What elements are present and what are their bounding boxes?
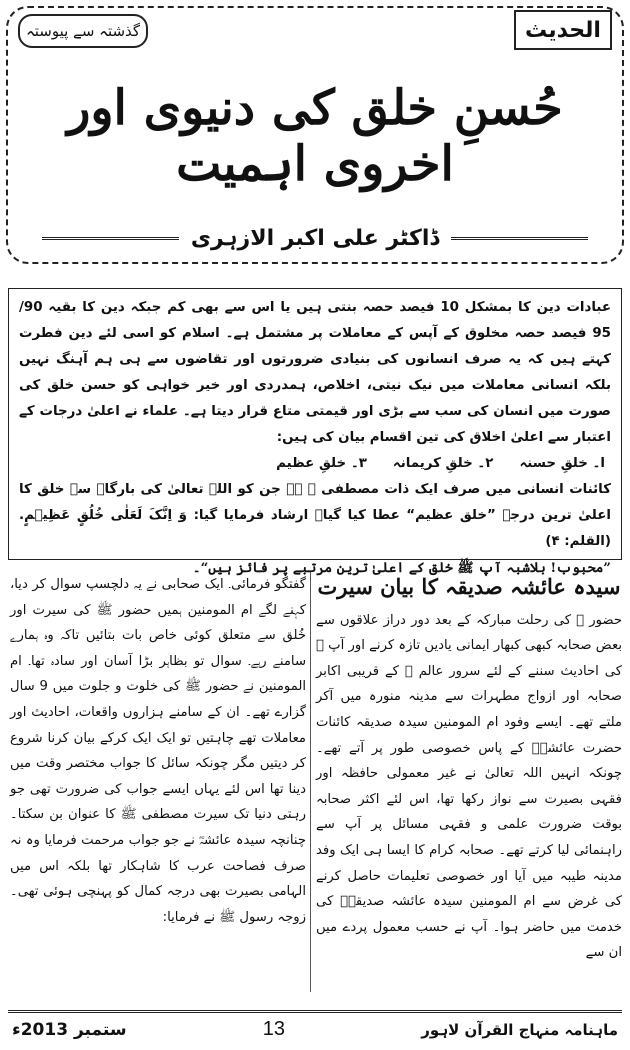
author-name: ڈاکٹر علی اکبر الازہری bbox=[190, 225, 440, 251]
left-column bbox=[10, 572, 306, 994]
section-tag: الحدیث bbox=[514, 10, 612, 50]
issue-date: ستمبر 2013ء bbox=[12, 1019, 127, 1040]
page-footer bbox=[8, 1010, 622, 1046]
author-rule-right bbox=[451, 237, 588, 240]
journal-name: ماہنامہ منہاج القرآن لاہور bbox=[421, 1020, 618, 1039]
character-types bbox=[19, 451, 611, 477]
intro-box bbox=[8, 288, 622, 576]
type-item: ا۔ خلقِ حسنہ bbox=[519, 456, 605, 471]
intro-paragraph: عبادات دین کا بمشکل 10 فیصد حصہ بنتی ہیں یا اس سے بھی کم جبکہ دین کا بقیہ 90/ 95 فیصد حصہ مخلوق کے آپس کے معاملات پر مشتمل ہے۔ اسلام کو اسی لئے دین فطرت کہتے ہیں کہ یہ صرف انسانوں کی بنیادی ضرورتوں اور تقاضوں سے ہی ہم آہنگ نہیں بلکہ انسانی معاملات میں نیک نیتی، اخلاص، ہمدردی اور خیر خواہی کو حسن خلق کی صورت میں انسان کی سب سے بڑی اور قیمتی متاع قرار دیتا ہے۔ علماء نے اعلیٰ درجات کے اعتبار سے اعلیٰ اخلاق کی تین اقسام بیان کی ہیں: bbox=[19, 300, 612, 445]
left-column-text: گفتگو فرمائی۔ ایک صحابی نے یہ دلچسپ سوال کر دیا، کہنے لگے ام المومنین ہمیں حضور ﷺ کی سیرت اور خُلق سے متعلق کوئی خاص بات بتائیں تاکہ وہ ہمارے سامنے رہے۔ سوال تو بظاہر بڑا آسان اور سادہ تھا۔ ام المومنین نے حضور ﷺ کی خلوت و جلوت میں 9 سال گزارے تھے۔ ان کے سامنے ہزاروں واقعات، احادیث اور معاملات تھے چاہتیں تو ایک ایک کرکے بیان کرنا شروع کر دیتیں مگر چونکہ سائل کا جواب مختصر وقت میں دینا تھا اس لئے یہاں ایسے جواب کی ضرورت تھی جو رہتی دنیا تک سیرت مصطفی ﷺ کا عنوان بن سکتا۔ چنانچہ سیدہ عائشہؓ نے جو جواب مرحمت فرمایا وہ نہ صرف فصاحت عرب کا شاہکار تھا بلکہ اس میں الہامی بصیرت بھی درجہ کمال کو پہنچی ہوئی تھی۔ زوجہ رسول ﷺ نے فرمایا: bbox=[10, 577, 307, 925]
type-item: ۳۔ خلقِ عظیم bbox=[276, 456, 367, 471]
article-title: حُسنِ خلق کی دنیوی اور اخروی اہمیت bbox=[67, 80, 563, 192]
continued-label: گذشتہ سے پیوستہ bbox=[18, 14, 148, 48]
type-item: ۲۔ خلقِ کریمانہ bbox=[392, 456, 494, 471]
section-heading: سیدہ عائشہ صدیقہ کا بیان سیرت bbox=[317, 574, 621, 599]
author-rule-left bbox=[42, 237, 179, 240]
right-column-text: حضور ﷺ کی رحلت مبارکہ کے بعد دور دراز علاقوں سے بعض صحابہ کبھی کبھار ایمانی یادیں تازہ کرنے اور آپ ﷺ کی احادیث سننے کے لئے سرور عالم ﷺ کے قریبی اکابر صحابہ اور ازواج مطہرات سے مدینہ منورہ میں آکر ملتے تھے۔ ایسے وفود ام المومنین سیدہ صدیقہ کائنات حضرت عائشہؓ کے پاس خصوصی طور پر آتے تھے۔ چونکہ انہیں اللہ تعالیٰ نے غیر معمولی حافظہ اور فقہی بصیرت سے نواز رکھا تھا، اس لئے اکثر صحابہ بوقت ضرورت علمی و فقہی مسائل پر آپ سے راہنمائی لیا کرتے تھے۔ صحابہ کرام کا ایسا ہی ایک وفد مدینہ طیبہ میں آیا اور خصوصی تعلیمات حاصل کرنے کی غرض سے ام المومنین سیدہ عائشہ صدیقہؓ کی خدمت میں حاضر ہوا۔ آپ نے حسب معمول پردے میں ان سے bbox=[316, 612, 622, 961]
author-row bbox=[30, 220, 600, 256]
page-number: 13 bbox=[262, 1018, 286, 1040]
column-divider bbox=[310, 572, 311, 992]
intro-paragraph: کائنات انسانی میں صرف ایک ذات مصطفی ﷺ ہے جن کو اللہ تعالیٰ کی بارگاہ سے خلق کا اعلیٰ ترین درجہ ”خلق عظیم“ عطا کیا گیا۔ ارشاد فرمایا گیا: وَ اِنَّکَ لَعَلٰی خُلُقٍ عَظِیۡمٍ. (القلم: ۴) bbox=[19, 482, 611, 549]
right-column bbox=[316, 572, 622, 994]
intro-quote: ”محبوب! بلاشبہ آپ ﷺ خلق کے اعلیٰ ترین مرتبے پر فائز ہیں“۔ bbox=[192, 560, 611, 576]
